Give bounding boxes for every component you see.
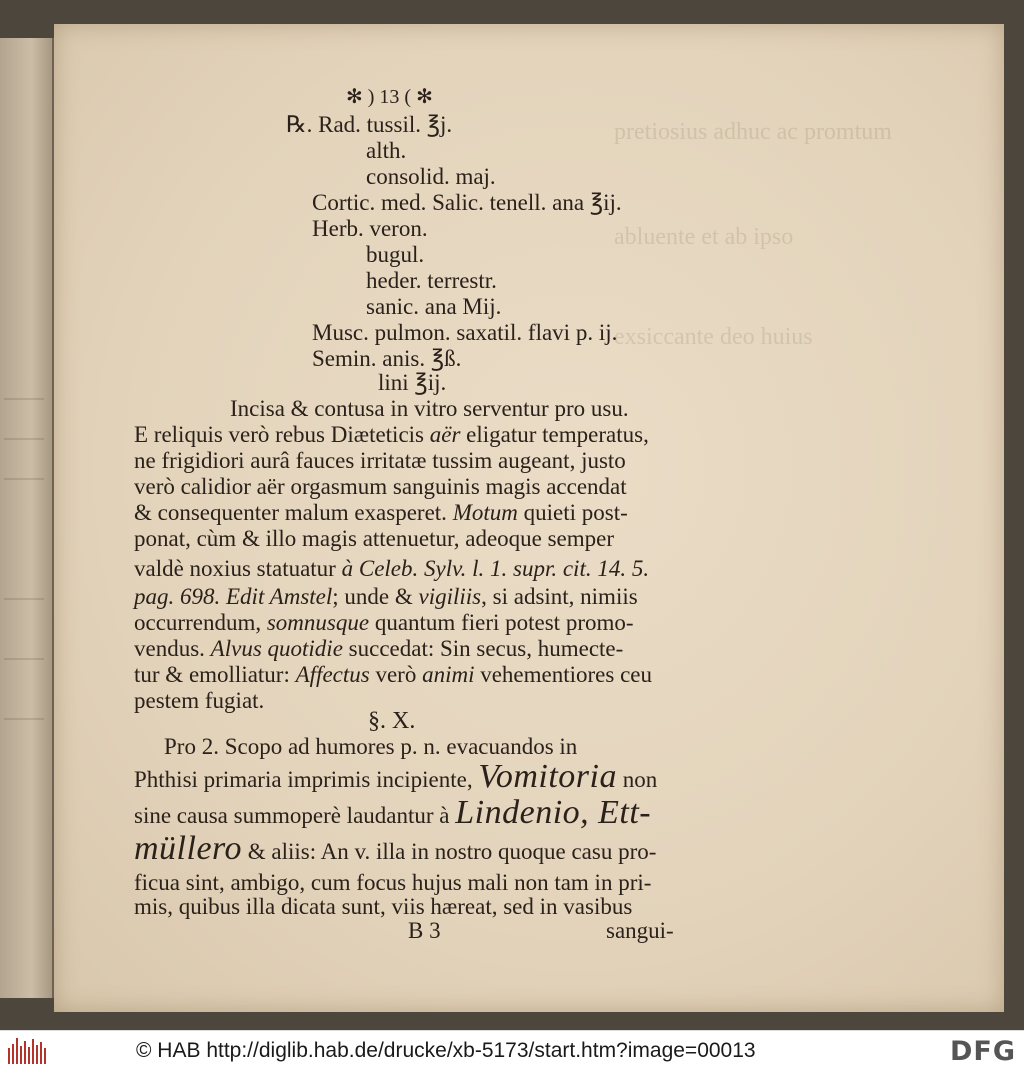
recipe-line: sanic. ana Mij. bbox=[366, 294, 502, 319]
barcode-icon bbox=[8, 1038, 46, 1064]
paragraph-line: ficua sint, ambigo, cum focus hujus mali non tam in pri- bbox=[134, 870, 652, 895]
paragraph-line: ponat, cùm & illo magis attenuetur, adeoque semper bbox=[134, 526, 615, 551]
dfg-logo: DFG bbox=[949, 1036, 1016, 1067]
paragraph-line: mis, quibus illa dicata sunt, viis hæreat, sed in vasibus bbox=[134, 894, 633, 919]
recipe-line: Musc. pulmon. saxatil. flavi p. ij. bbox=[312, 320, 618, 345]
page-header: ✻ ) 13 ( ✻ bbox=[346, 86, 433, 108]
paragraph-line: ne frigidiori aurâ fauces irritatæ tussim augeant, justo bbox=[134, 448, 626, 473]
paragraph-line: vendus. Alvus quotidie succedat: Sin secus, humecte- bbox=[134, 636, 624, 661]
bleed-through-text: exsiccante deo huius bbox=[614, 324, 813, 350]
footer-bar bbox=[0, 1030, 1024, 1072]
paragraph-line: Pro 2. Scopo ad humores p. n. evacuandos in bbox=[164, 734, 578, 759]
catchword: sangui- bbox=[606, 918, 674, 943]
recipe-line: lini ℥ij. bbox=[378, 370, 447, 395]
recipe-line: consolid. maj. bbox=[366, 164, 496, 189]
paragraph-line: sine causa summoperè laudantur à Lindenio, Ett- bbox=[134, 794, 652, 831]
recipe-line: Herb. veron. bbox=[312, 216, 428, 241]
signature-mark: B 3 bbox=[408, 918, 441, 943]
recipe-line: Cortic. med. Salic. tenell. ana ℥ij. bbox=[312, 190, 622, 215]
paragraph-line: pestem fugiat. bbox=[134, 688, 265, 713]
previous-page-edge bbox=[0, 38, 54, 998]
paragraph-line: valdè noxius statuatur à Celeb. Sylv. l. 1. supr. cit. 14. 5. bbox=[134, 556, 650, 581]
recipe-line: Semin. anis. ℥ß. bbox=[312, 346, 462, 371]
paragraph-line: tur & emolliatur: Affectus verò animi vehementiores ceu bbox=[134, 662, 652, 687]
paragraph-line: occurrendum, somnusque quantum fieri potest promo- bbox=[134, 610, 634, 635]
book-page bbox=[54, 24, 1004, 1012]
paragraph-line: müllero & aliis: An v. illa in nostro quoque casu pro- bbox=[134, 830, 657, 867]
paragraph-line: verò calidior aër orgasmum sanguinis magis accendat bbox=[134, 474, 627, 499]
bleed-through-text: pretiosius adhuc ac promtum bbox=[614, 119, 892, 145]
paragraph-line: & consequenter malum exasperet. Motum quieti post- bbox=[134, 500, 628, 525]
recipe-line: ℞. Rad. tussil. ℥j. bbox=[286, 112, 453, 137]
recipe-instruction: Incisa & contusa in vitro serventur pro usu. bbox=[230, 396, 629, 421]
paragraph-line: E reliquis verò rebus Diæteticis aër eligatur temperatus, bbox=[134, 422, 649, 447]
recipe-line: heder. terrestr. bbox=[366, 268, 497, 293]
recipe-line: bugul. bbox=[366, 242, 425, 267]
recipe-line: alth. bbox=[366, 138, 407, 163]
bleed-through-text: abluente et ab ipso bbox=[614, 224, 794, 250]
credit-link[interactable]: © HAB http://diglib.hab.de/drucke/xb-5173/start.htm?image=00013 bbox=[136, 1039, 756, 1062]
section-heading: §. X. bbox=[368, 708, 416, 734]
paragraph-line: pag. 698. Edit Amstel; unde & vigiliis, si adsint, nimiis bbox=[134, 584, 638, 609]
paragraph-line: Phthisi primaria imprimis incipiente, Vomitoria non bbox=[134, 758, 658, 795]
